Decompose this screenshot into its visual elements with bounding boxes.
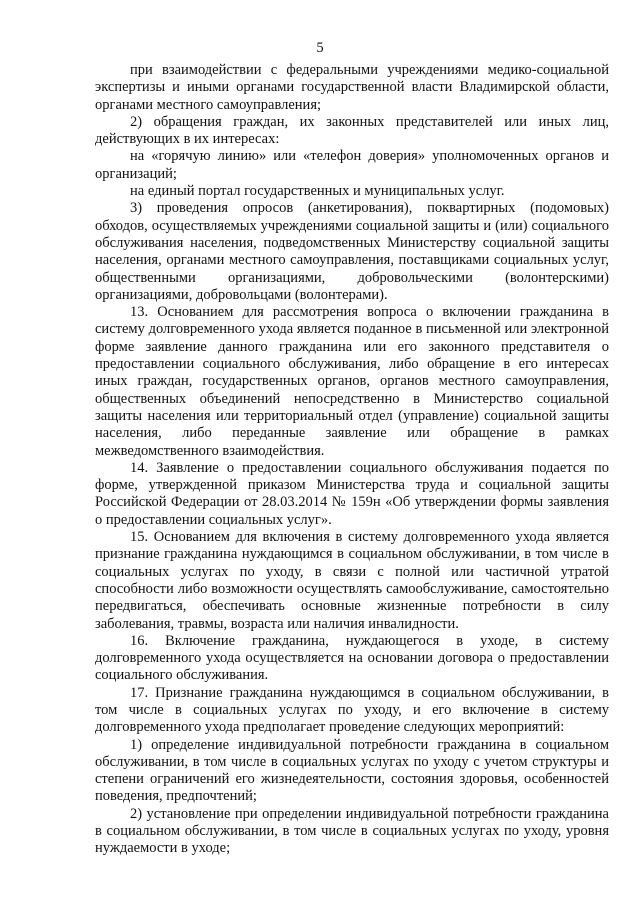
paragraph-17-item-1: 1) определение индивидуальной потребности гражданина в социальном обслуживании, в том числе в социальных услугах по уходу с учетом структуры и степени ограничений его жизнедеятельности, состояния здоровья, особенностей поведения, предпочтений; — [95, 736, 609, 805]
page-number: 5 — [316, 40, 324, 56]
paragraph-item-2-citizen-appeals: 2) обращения граждан, их законных представителей или иных лиц, действующих в их интересах: — [95, 113, 609, 148]
paragraph-14: 14. Заявление о предоставлении социального обслуживания подается по форме, утвержденной приказом Министерства труда и социальной защиты Российской Федерации от 28.03.2014 № 159н «Об утверждении формы заявления о предоставлении социальных услуг». — [95, 459, 609, 528]
paragraph-15: 15. Основанием для включения в систему долговременного ухода является признание гражданина нуждающимся в социальном обслуживании, в том числе в социальных услугах по уходу, в связи с полной или частичной утратой способности либо возможности осуществлять самообслуживание, самостоятельно передвигаться, обеспечивать основные жизненные потребности в силу заболевания, травмы, возраста или наличия инвалидности. — [95, 529, 609, 632]
document-body — [95, 62, 609, 858]
paragraph-item-3-surveys: 3) проведения опросов (анкетирования), поквартирных (подомовых) обходов, осуществляемых учреждениями социальной защиты и (или) социального обслуживания населения, подведомственных Министерству социальной защиты населения, органами местного самоуправления, поставщиками социальных услуг, общественными организациями, добровольческими (волонтерскими) организациями, добровольцами (волонтерами). — [95, 200, 609, 303]
paragraph-17-item-2: 2) установление при определении индивидуальной потребности гражданина в социальном обслуживании, в том числе в социальных услугах по уходу, уровня нуждаемости в уходе; — [95, 805, 609, 857]
paragraph-17: 17. Признание гражданина нуждающимся в социальном обслуживании, в том числе в социальных услугах по уходу, и его включение в систему долговременного ухода предполагает проведение следующих мероприятий: — [95, 684, 609, 736]
paragraph-unified-portal: на единый портал государственных и муниципальных услуг. — [130, 183, 505, 200]
paragraph-16: 16. Включение гражданина, нуждающегося в уходе, в систему долговременного ухода осуществляется на основании договора о предоставлении социального обслуживания. — [95, 632, 609, 684]
paragraph-13: 13. Основанием для рассмотрения вопроса о включении гражданина в систему долговременного ухода является поданное в письменной или электронной форме заявление данного гражданина или его законного представителя о предоставлении социального обслуживания, либо обращение в его интересах иных граждан, государственных органов, органов местного самоуправления, общественных объединений непосредственно в Министерство социальной защиты населения или территориальный отдел (управление) социальной защиты населения, либо переданные заявление или обращение в рамках межведомственного взаимодействия. — [95, 304, 609, 459]
paragraph-interaction-continuation: при взаимодействии с федеральными учреждениями медико-социальной экспертизы и иными органами государственной власти Владимирской области, органами местного самоуправления; — [95, 62, 609, 113]
paragraph-hotline: на «горячую линию» или «телефон доверия» уполномоченных органов и организаций; — [95, 148, 609, 182]
